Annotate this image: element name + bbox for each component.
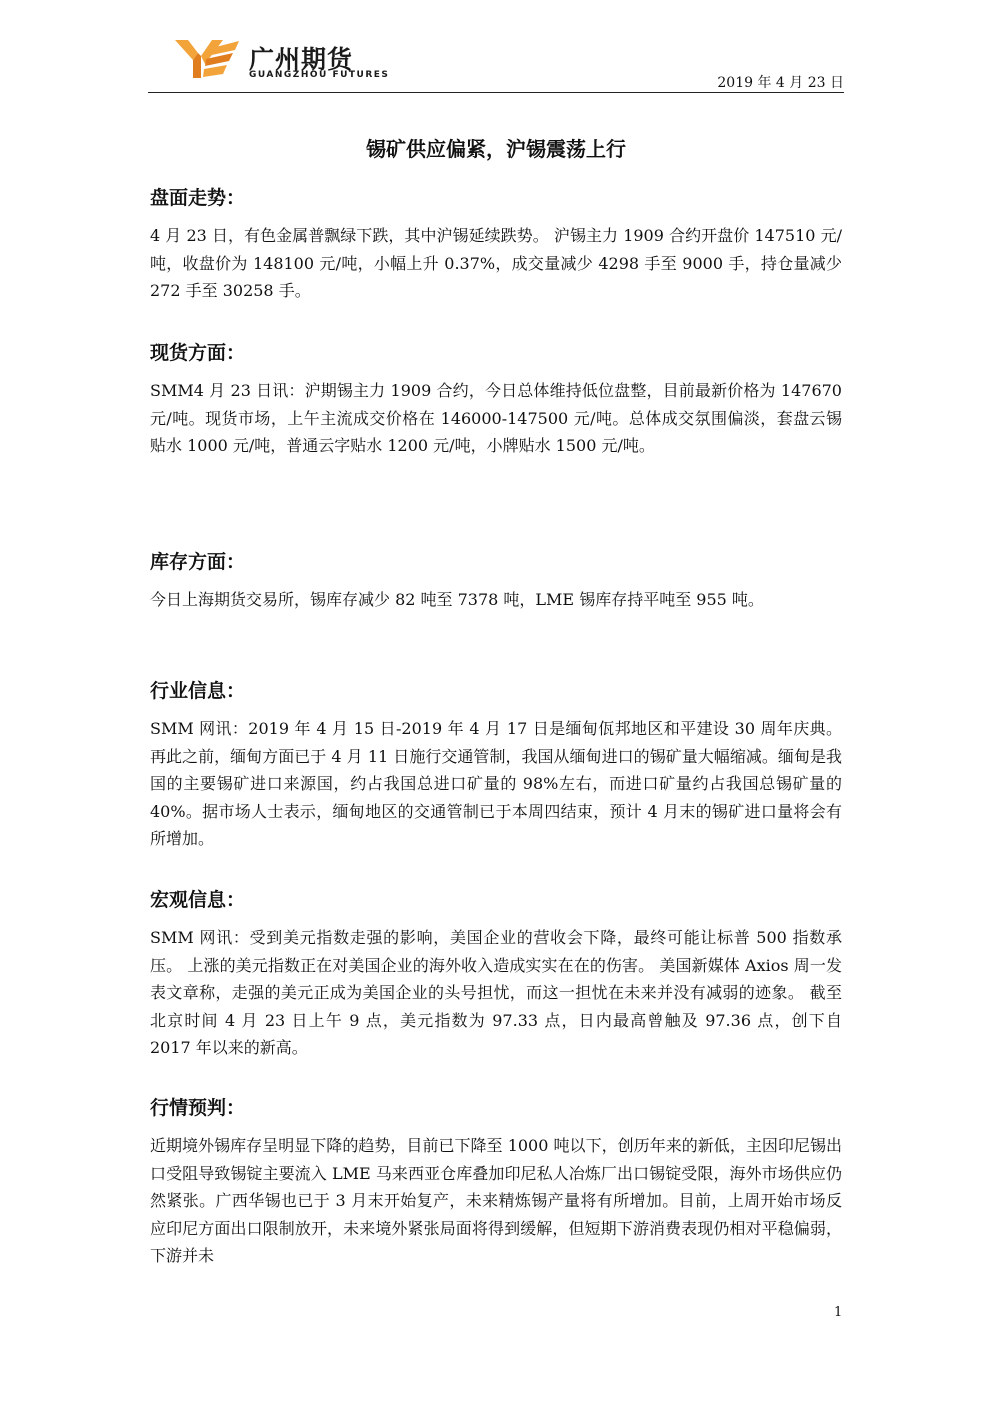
section-heading: 行情预判： — [150, 1097, 246, 1119]
page-number: 1 — [834, 1305, 843, 1320]
logo-chinese-name: 广州期货 — [249, 45, 354, 74]
section-body: SMM4 月 23 日讯：沪期锡主力 1909 合约，今日总体维持低位盘整，目前最新价格为 147670 元/吨。现货市场，上午主流成交价格在 146000-147500 元/吨。总体成交氛围偏淡，套盘云锡贴水 1000 元/吨，普通云字贴水 1200 元/吨，小牌贴水 1500 元/吨。 — [150, 381, 842, 455]
logo-english-name: GUANGZHOU FUTURES — [249, 70, 390, 80]
section-market-trend — [150, 186, 842, 305]
section-spot — [150, 341, 842, 460]
section-body: 近期境外锡库存呈明显下降的趋势，目前已下降至 1000 吨以下，创历年来的新低，主因印尼锡出口受阻导致锡锭主要流入 LME 马来西亚仓库叠加印尼私人冶炼厂出口锡锭受限，海外市场供应仍然紧张。广西华锡也已于 3 月末开始复产，未来精炼锡产量将有所增加。目前，上周开始市场反应印尼方面出口限制放开，未来境外紧张局面将得到缓解，但短期下游消费表现仍相对平稳偏弱，下游并未 — [150, 1136, 842, 1265]
section-body: SMM 网讯：2019 年 4 月 15 日-2019 年 4 月 17 日是缅甸佤邦地区和平建设 30 周年庆典。再此之前，缅甸方面已于 4 月 11 日施行交通管制，我国从缅甸进口的锡矿量大幅缩减。缅甸是我国的主要锡矿进口来源国，约占我国总进口矿量的 98%左右，而进口矿量约占我国总锡矿量的 40%。据市场人士表示，缅甸地区的交通管制已于本周四结束，预计 4 月末的锡矿进口量将会有所增加。 — [150, 719, 842, 848]
section-heading: 现货方面： — [150, 342, 246, 364]
section-inventory — [150, 550, 842, 614]
section-body: 4 月 23 日，有色金属普飘绿下跌，其中沪锡延续跌势。 沪锡主力 1909 合约开盘价 147510 元/吨，收盘价为 148100 元/吨，小幅上升 0.37%，成交量减少 4298 手至 9000 手，持仓量减少 272 手至 30258 手。 — [150, 226, 842, 300]
section-outlook — [150, 1096, 842, 1270]
report-title: 锡矿供应偏紧，沪锡震荡上行 — [366, 137, 626, 161]
section-heading: 盘面走势： — [150, 187, 246, 209]
report-date: 2019 年 4 月 23 日 — [717, 75, 844, 91]
section-body: SMM 网讯：受到美元指数走强的影响，美国企业的营收会下降，最终可能让标普 500 指数承压。 上涨的美元指数正在对美国企业的海外收入造成实实在在的伤害。 美国新媒体 Axios 周一发表文章称，走强的美元正成为美国企业的头号担忧，而这一担忧在未来并没有减弱的迹象。 截至北京时间 4 月 23 日上午 9 点，美元指数为 97.33 点，日内最高曾触及 97.36 点，创下自 2017 年以来的新高。 — [150, 928, 842, 1057]
header-divider — [148, 92, 844, 93]
section-heading: 宏观信息： — [150, 889, 246, 911]
section-body: 今日上海期货交易所，锡库存减少 82 吨至 7378 吨，LME 锡库存持平吨至 955 吨。 — [150, 590, 764, 609]
section-heading: 库存方面： — [150, 551, 246, 573]
section-industry — [150, 679, 842, 853]
company-logo — [175, 38, 390, 84]
logo-ye-icon — [175, 38, 241, 80]
section-heading: 行业信息： — [150, 680, 246, 702]
section-macro — [150, 888, 842, 1062]
